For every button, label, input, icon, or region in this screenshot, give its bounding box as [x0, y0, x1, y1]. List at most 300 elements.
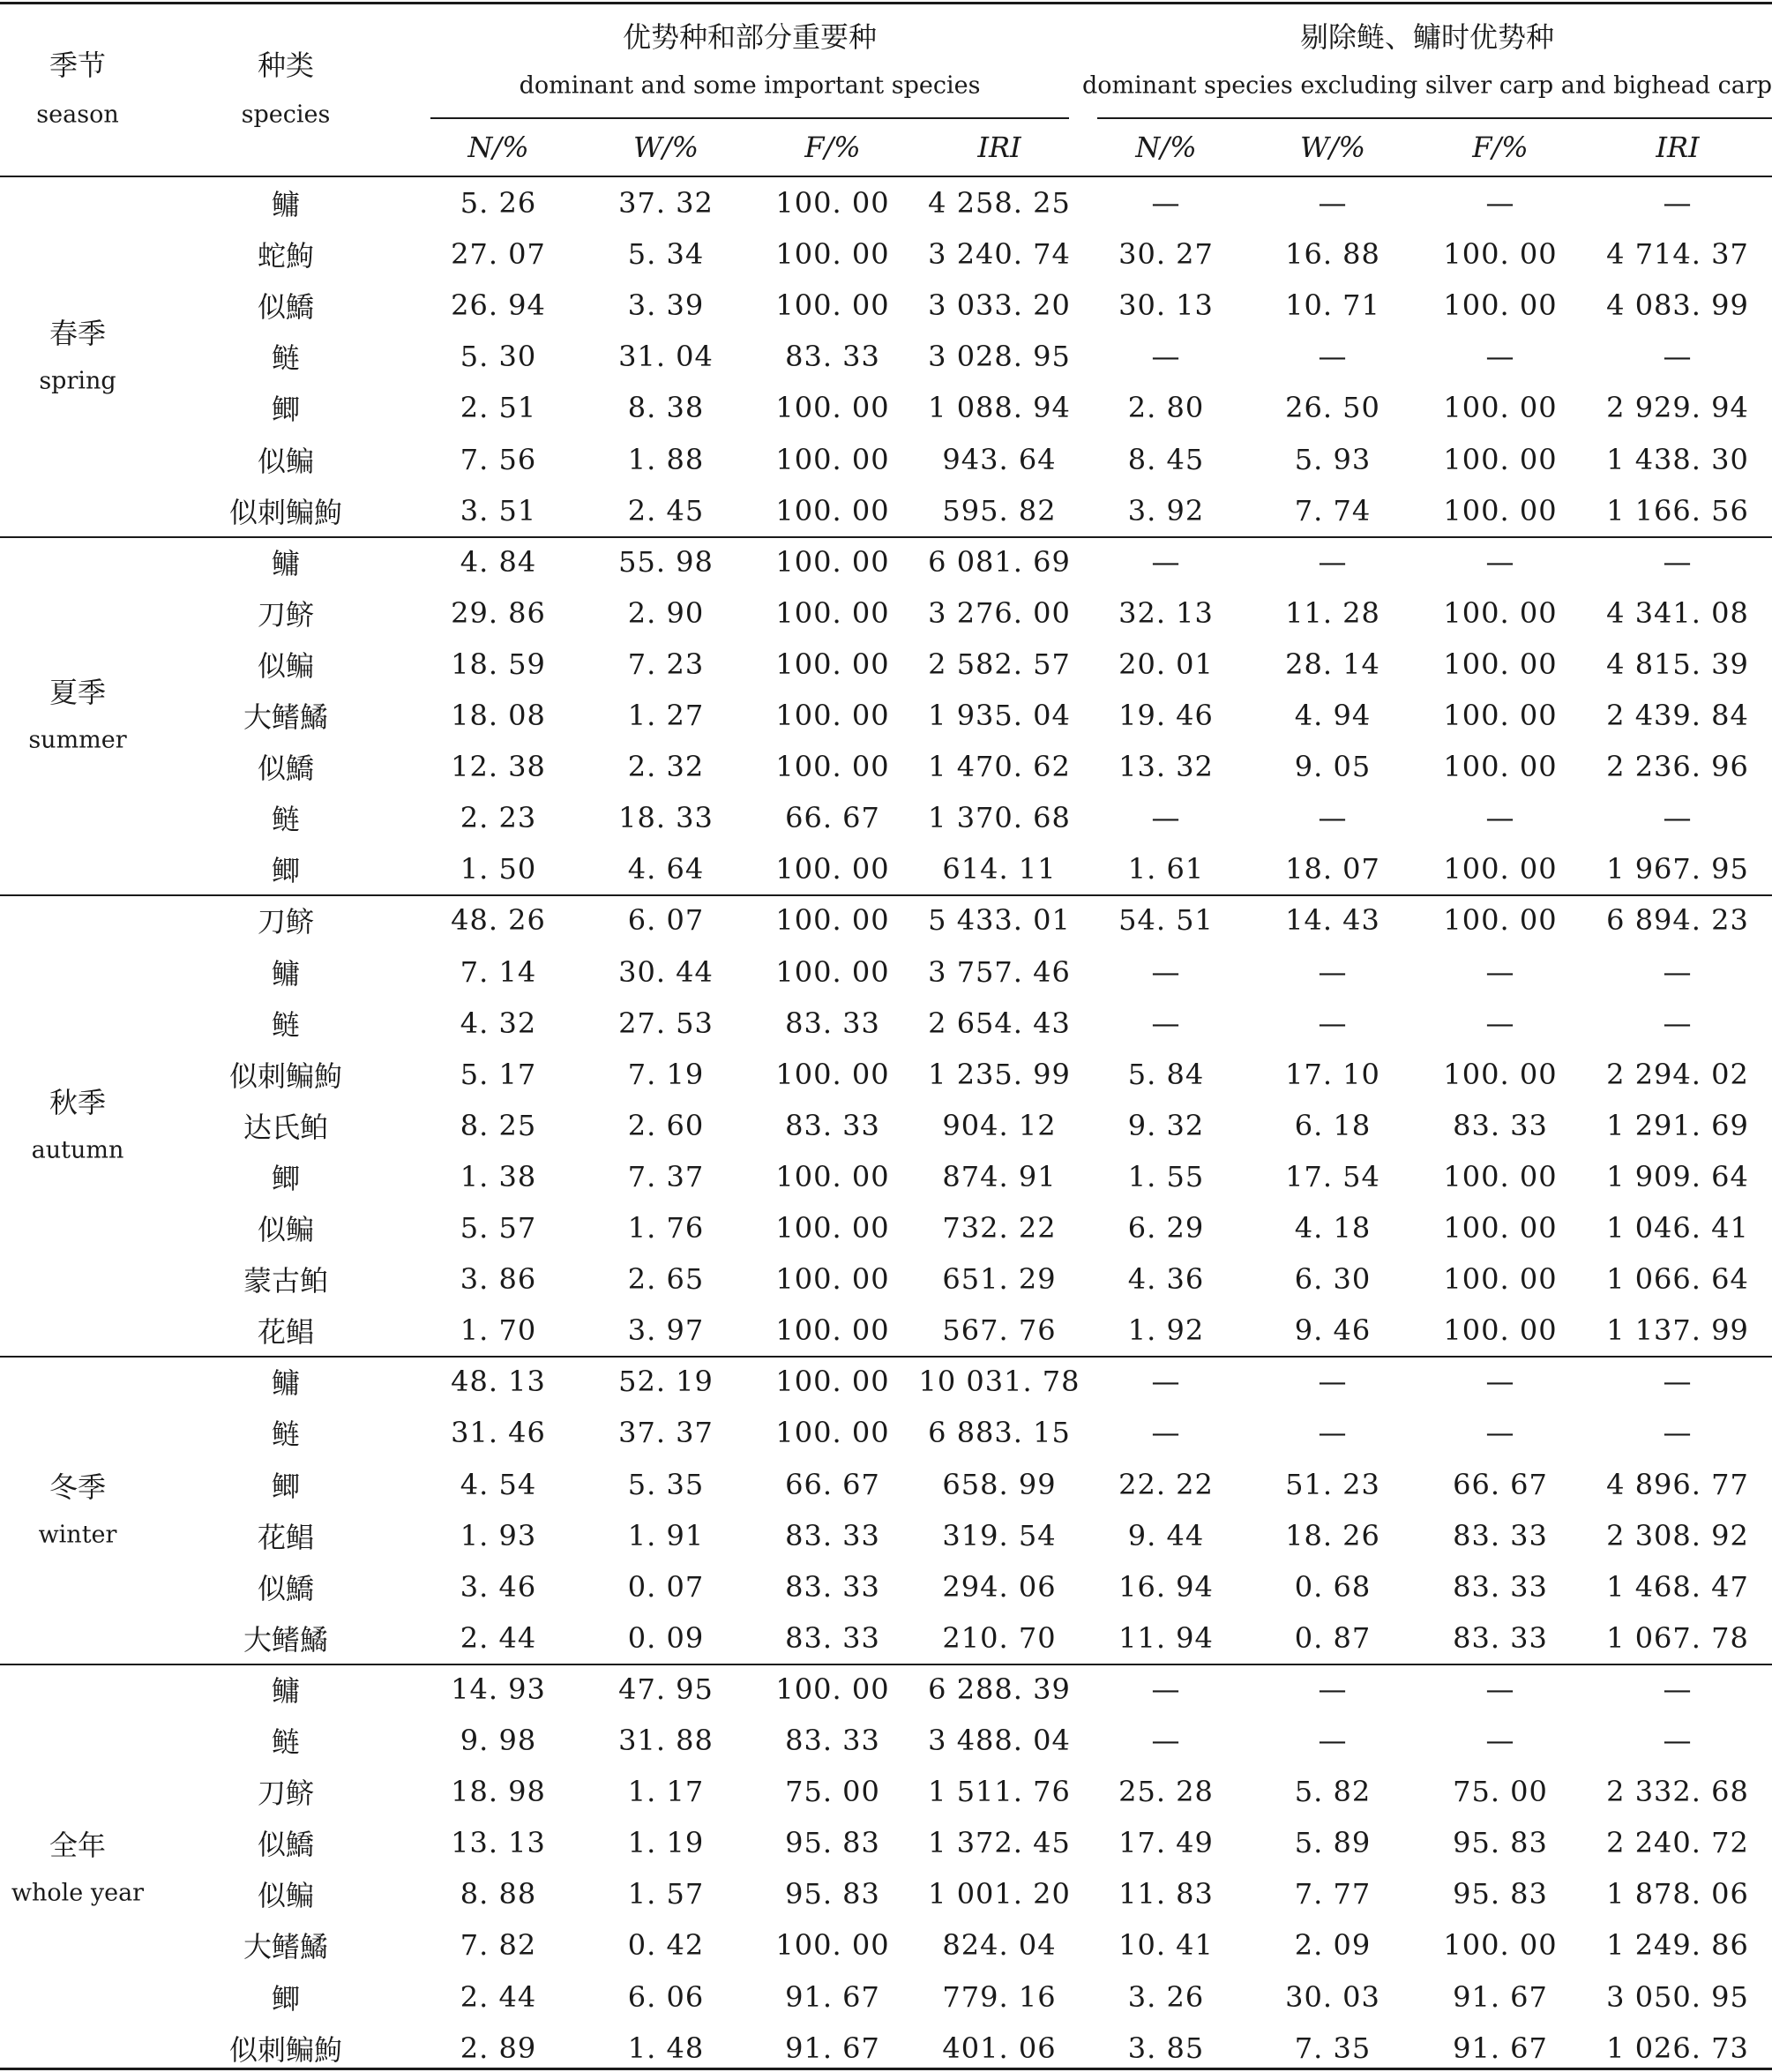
season-separator [0, 536, 1772, 538]
value-cell: 14. 93 [451, 1672, 546, 1706]
value-cell: 5. 93 [1294, 442, 1372, 476]
value-cell: 100. 00 [1443, 1313, 1558, 1348]
value-cell: 5. 84 [1127, 1057, 1205, 1091]
value-cell: 29. 86 [451, 595, 546, 630]
header-group2-cn: 剔除鲢、鳙时优势种 [1299, 20, 1555, 54]
value-cell: 32. 13 [1118, 595, 1214, 630]
value-cell: 6 081. 69 [928, 544, 1071, 579]
value-cell: — [1485, 1006, 1515, 1040]
species-cell: 大鳍鱊 [243, 1622, 329, 1657]
value-cell: — [1318, 1724, 1348, 1757]
species-cell: 似刺鳊鮈 [228, 2032, 343, 2067]
value-cell: 4 341. 08 [1606, 595, 1749, 630]
season-label-en: whole year [11, 1879, 145, 1907]
value-cell: 52. 19 [618, 1365, 714, 1399]
value-cell: — [1318, 1365, 1348, 1399]
value-cell: 14. 43 [1285, 903, 1380, 938]
species-cell: 似鳊 [257, 1879, 315, 1913]
value-cell: 1 001. 20 [928, 1877, 1071, 1911]
metric-header-4: N/% [1135, 131, 1197, 164]
season-label-cn: 冬季 [49, 1470, 107, 1504]
value-cell: 100. 00 [775, 750, 890, 784]
value-cell: 732. 22 [942, 1211, 1057, 1245]
value-cell: 2. 60 [627, 1108, 705, 1142]
header-species-cn: 种类 [257, 49, 315, 82]
value-cell: 8. 38 [627, 391, 705, 425]
value-cell: 17. 10 [1285, 1057, 1380, 1091]
species-cell: 鲫 [271, 393, 301, 427]
value-cell: — [1663, 1672, 1693, 1706]
value-cell: 7. 35 [1294, 2031, 1372, 2065]
header-group2-en: dominant species excluding silver carp and bighead carp [1081, 71, 1772, 100]
value-cell: 100. 00 [1443, 237, 1558, 272]
value-cell: 1 878. 06 [1606, 1877, 1749, 1911]
value-cell: — [1318, 801, 1348, 835]
value-cell: 9. 05 [1294, 750, 1372, 784]
species-cell: 似鱎 [257, 290, 315, 325]
value-cell: 1 470. 62 [928, 750, 1071, 784]
value-cell: 54. 51 [1118, 903, 1214, 938]
value-cell: — [1151, 1365, 1181, 1399]
value-cell: 2. 65 [627, 1262, 705, 1297]
value-cell: 3 050. 95 [1606, 1979, 1749, 2014]
value-cell: 100. 00 [1443, 903, 1558, 938]
value-cell: 100. 00 [775, 391, 890, 425]
value-cell: 12. 38 [451, 750, 546, 784]
value-cell: 7. 77 [1294, 1877, 1372, 1911]
metric-header-1: W/% [632, 131, 699, 164]
value-cell: 18. 98 [451, 1775, 546, 1809]
value-cell: 19. 46 [1118, 699, 1214, 732]
value-cell: 3 033. 20 [928, 288, 1071, 323]
value-cell: 3. 92 [1127, 493, 1205, 527]
value-cell: — [1151, 186, 1181, 220]
value-cell: 294. 06 [942, 1569, 1057, 1604]
value-cell: 100. 00 [1443, 1159, 1558, 1193]
value-cell: 2 294. 02 [1606, 1057, 1749, 1091]
species-cell: 鲫 [271, 854, 301, 888]
value-cell: — [1663, 544, 1693, 579]
header-rule [0, 176, 1772, 177]
value-cell: 91. 67 [1453, 2031, 1548, 2065]
value-cell: — [1318, 340, 1348, 374]
value-cell: 13. 32 [1118, 750, 1214, 784]
value-cell: 1. 61 [1127, 852, 1205, 886]
value-cell: 100. 00 [775, 595, 890, 630]
value-cell: — [1663, 340, 1693, 374]
value-cell: 7. 19 [627, 1057, 705, 1091]
value-cell: 319. 54 [942, 1518, 1057, 1552]
value-cell: — [1151, 1672, 1181, 1706]
value-cell: 3 028. 95 [928, 340, 1071, 374]
value-cell: — [1485, 186, 1515, 220]
value-cell: 11. 83 [1118, 1877, 1214, 1911]
value-cell: 83. 33 [785, 1724, 880, 1757]
value-cell: 100. 00 [775, 186, 890, 220]
value-cell: 31. 88 [618, 1724, 714, 1757]
value-cell: 1. 48 [627, 2031, 705, 2065]
value-cell: 5. 30 [460, 340, 537, 374]
value-cell: 5 433. 01 [928, 903, 1071, 938]
value-cell: 20. 01 [1118, 647, 1214, 681]
value-cell: 943. 64 [942, 442, 1057, 476]
value-cell: 6. 18 [1294, 1108, 1372, 1142]
value-cell: 6 288. 39 [928, 1672, 1071, 1706]
value-cell: 100. 00 [1443, 750, 1558, 784]
value-cell: — [1151, 954, 1181, 989]
value-cell: 1 468. 47 [1606, 1569, 1749, 1604]
value-cell: 6 883. 15 [928, 1416, 1071, 1450]
value-cell: 1. 19 [627, 1826, 705, 1860]
species-cell: 鲢 [271, 803, 301, 837]
value-cell: 1. 70 [460, 1313, 537, 1348]
value-cell: 1. 93 [460, 1518, 537, 1552]
value-cell: 1 370. 68 [928, 801, 1071, 835]
value-cell: 95. 83 [1453, 1877, 1548, 1911]
value-cell: 95. 83 [785, 1877, 880, 1911]
species-cell: 鲫 [271, 1161, 301, 1195]
value-cell: 13. 13 [451, 1826, 546, 1860]
value-cell: 401. 06 [942, 2031, 1057, 2065]
value-cell: — [1485, 544, 1515, 579]
value-cell: 26. 94 [451, 288, 546, 323]
value-cell: 2 236. 96 [1606, 750, 1749, 784]
metric-header-3: IRI [977, 131, 1021, 164]
value-cell: 28. 14 [1285, 647, 1380, 681]
value-cell: — [1485, 1365, 1515, 1399]
value-cell: 1 438. 30 [1606, 442, 1749, 476]
value-cell: 48. 26 [451, 903, 546, 938]
value-cell: 100. 00 [775, 1672, 890, 1706]
species-cell: 鲢 [271, 1725, 301, 1759]
value-cell: 91. 67 [785, 1979, 880, 2014]
value-cell: 2. 89 [460, 2031, 537, 2065]
group1-underline [430, 117, 1069, 119]
value-cell: 8. 88 [460, 1877, 537, 1911]
value-cell: 48. 13 [451, 1365, 546, 1399]
value-cell: 874. 91 [942, 1159, 1057, 1193]
value-cell: 100. 00 [1443, 1262, 1558, 1297]
season-separator [0, 1356, 1772, 1358]
species-cell: 达氏鲌 [243, 1110, 329, 1144]
value-cell: 3. 46 [460, 1569, 537, 1604]
value-cell: 651. 29 [942, 1262, 1057, 1297]
group2-underline [1097, 117, 1772, 119]
value-cell: 18. 59 [451, 647, 546, 681]
value-cell: 2. 44 [460, 1979, 537, 2014]
value-cell: 1. 57 [627, 1877, 705, 1911]
value-cell: 0. 42 [627, 1928, 705, 1963]
value-cell: — [1663, 801, 1693, 835]
value-cell: 4. 18 [1294, 1211, 1372, 1245]
value-cell: 4 815. 39 [1606, 647, 1749, 681]
value-cell: 100. 00 [775, 903, 890, 938]
value-cell: 1 291. 69 [1606, 1108, 1749, 1142]
value-cell: — [1318, 1006, 1348, 1040]
species-cell: 花鲳 [257, 1520, 315, 1554]
value-cell: — [1151, 544, 1181, 579]
value-cell: — [1318, 954, 1348, 989]
value-cell: 100. 00 [1443, 391, 1558, 425]
season-label-en: autumn [31, 1136, 124, 1164]
value-cell: — [1151, 1416, 1181, 1450]
value-cell: 1 026. 73 [1606, 2031, 1749, 2065]
value-cell: 2. 51 [460, 391, 537, 425]
value-cell: 27. 07 [451, 237, 546, 272]
header-group1-cn: 优势种和部分重要种 [622, 20, 878, 54]
value-cell: 595. 82 [942, 493, 1057, 527]
metric-header-5: W/% [1299, 131, 1366, 164]
value-cell: 100. 00 [775, 288, 890, 323]
metric-header-6: F/% [1472, 131, 1529, 164]
value-cell: 6. 29 [1127, 1211, 1205, 1245]
species-cell: 似鱎 [257, 1571, 315, 1605]
value-cell: 4. 94 [1294, 699, 1372, 732]
species-cell: 鲢 [271, 341, 301, 376]
value-cell: 31. 46 [451, 1416, 546, 1450]
season-label-en: winter [38, 1521, 117, 1549]
value-cell: 3 757. 46 [928, 954, 1071, 989]
value-cell: 83. 33 [1453, 1569, 1548, 1604]
value-cell: 824. 04 [942, 1928, 1057, 1963]
value-cell: 8. 25 [460, 1108, 537, 1142]
species-cell: 鳙 [271, 1673, 301, 1708]
value-cell: 83. 33 [1453, 1108, 1548, 1142]
value-cell: 0. 87 [1294, 1620, 1372, 1655]
value-cell: — [1485, 954, 1515, 989]
value-cell: 2 582. 57 [928, 647, 1071, 681]
value-cell: 3 488. 04 [928, 1724, 1071, 1757]
value-cell: 9. 44 [1127, 1518, 1205, 1552]
value-cell: 2. 45 [627, 493, 705, 527]
header-season-cn: 季节 [49, 49, 107, 82]
metric-header-7: IRI [1656, 131, 1700, 164]
value-cell: 11. 28 [1285, 595, 1380, 630]
value-cell: — [1663, 1724, 1693, 1757]
season-label-en: summer [28, 726, 127, 754]
value-cell: 11. 94 [1118, 1620, 1214, 1655]
value-cell: 2. 44 [460, 1620, 537, 1655]
species-cell: 似鳊 [257, 648, 315, 683]
value-cell: 83. 33 [785, 1620, 880, 1655]
value-cell: 6. 07 [627, 903, 705, 938]
value-cell: 22. 22 [1118, 1467, 1214, 1501]
value-cell: 100. 00 [775, 699, 890, 732]
season-label-cn: 秋季 [49, 1085, 107, 1119]
value-cell: 100. 00 [1443, 647, 1558, 681]
value-cell: 100. 00 [1443, 1928, 1558, 1963]
value-cell: 10. 71 [1285, 288, 1380, 323]
value-cell: 1. 76 [627, 1211, 705, 1245]
value-cell: 658. 99 [942, 1467, 1057, 1501]
species-cell: 鳙 [271, 1366, 301, 1401]
value-cell: 100. 00 [1443, 442, 1558, 476]
season-separator [0, 1664, 1772, 1665]
value-cell: — [1318, 1672, 1348, 1706]
value-cell: 567. 76 [942, 1313, 1057, 1348]
value-cell: 1. 27 [627, 699, 705, 732]
value-cell: 1 249. 86 [1606, 1928, 1749, 1963]
value-cell: 31. 04 [618, 340, 714, 374]
value-cell: — [1151, 340, 1181, 374]
value-cell: 55. 98 [618, 544, 714, 579]
species-cell: 鳙 [271, 546, 301, 580]
value-cell: 1 166. 56 [1606, 493, 1749, 527]
value-cell: 75. 00 [785, 1775, 880, 1809]
value-cell: 1. 38 [460, 1159, 537, 1193]
value-cell: 18. 08 [451, 699, 546, 732]
value-cell: — [1663, 186, 1693, 220]
value-cell: 1 067. 78 [1606, 1620, 1749, 1655]
value-cell: 10 031. 78 [918, 1365, 1080, 1399]
value-cell: 4. 54 [460, 1467, 537, 1501]
value-cell: 66. 67 [785, 1467, 880, 1501]
value-cell: 8. 45 [1127, 442, 1205, 476]
value-cell: 0. 68 [1294, 1569, 1372, 1604]
value-cell: 100. 00 [775, 1928, 890, 1963]
value-cell: 100. 00 [1443, 1057, 1558, 1091]
value-cell: — [1485, 340, 1515, 374]
value-cell: 1. 17 [627, 1775, 705, 1809]
value-cell: 100. 00 [775, 442, 890, 476]
value-cell: — [1318, 544, 1348, 579]
value-cell: — [1663, 1006, 1693, 1040]
value-cell: 1 967. 95 [1606, 852, 1749, 886]
value-cell: 3. 26 [1127, 1979, 1205, 2014]
value-cell: 779. 16 [942, 1979, 1057, 2014]
header-species-en: species [241, 101, 331, 129]
value-cell: 6. 06 [627, 1979, 705, 2014]
species-cell: 似刺鳊鮈 [228, 495, 343, 529]
value-cell: 7. 37 [627, 1159, 705, 1193]
species-cell: 似鱎 [257, 752, 315, 786]
value-cell: 9. 32 [1127, 1108, 1205, 1142]
value-cell: 3. 86 [460, 1262, 537, 1297]
value-cell: 7. 56 [460, 442, 537, 476]
value-cell: 1. 88 [627, 442, 705, 476]
value-cell: 7. 23 [627, 647, 705, 681]
value-cell: 1 066. 64 [1606, 1262, 1749, 1297]
value-cell: 100. 00 [775, 544, 890, 579]
value-cell: 1. 92 [1127, 1313, 1205, 1348]
season-label-cn: 全年 [49, 1829, 107, 1863]
value-cell: 9. 98 [460, 1724, 537, 1757]
value-cell: 2 308. 92 [1606, 1518, 1749, 1552]
value-cell: 83. 33 [785, 340, 880, 374]
value-cell: 66. 67 [1453, 1467, 1548, 1501]
species-cell: 鲢 [271, 1007, 301, 1042]
species-cell: 刀鲚 [257, 1777, 315, 1811]
value-cell: 1 046. 41 [1606, 1211, 1749, 1245]
value-cell: 4. 32 [460, 1006, 537, 1040]
value-cell: 17. 54 [1285, 1159, 1380, 1193]
value-cell: 37. 32 [618, 186, 714, 220]
value-cell: 75. 00 [1453, 1775, 1548, 1809]
value-cell: 1 088. 94 [928, 391, 1071, 425]
value-cell: 1 511. 76 [928, 1775, 1071, 1809]
value-cell: 6 894. 23 [1606, 903, 1749, 938]
value-cell: 3. 51 [460, 493, 537, 527]
value-cell: 5. 35 [627, 1467, 705, 1501]
value-cell: 83. 33 [785, 1569, 880, 1604]
species-cell: 鲢 [271, 1417, 301, 1452]
value-cell: 4 258. 25 [928, 186, 1071, 220]
value-cell: 1 935. 04 [928, 699, 1071, 732]
value-cell: 2. 32 [627, 750, 705, 784]
value-cell: 0. 07 [627, 1569, 705, 1604]
value-cell: — [1663, 954, 1693, 989]
value-cell: 100. 00 [775, 1365, 890, 1399]
species-cell: 鳙 [271, 188, 301, 221]
value-cell: 30. 27 [1118, 237, 1214, 272]
value-cell: 100. 00 [775, 852, 890, 886]
species-cell: 似鱎 [257, 1828, 315, 1862]
value-cell: 7. 74 [1294, 493, 1372, 527]
value-cell: 37. 37 [618, 1416, 714, 1450]
value-cell: 2 929. 94 [1606, 391, 1749, 425]
value-cell: 9. 46 [1294, 1313, 1372, 1348]
metric-header-2: F/% [804, 131, 861, 164]
value-cell: 83. 33 [785, 1518, 880, 1552]
value-cell: — [1663, 1365, 1693, 1399]
species-cell: 鳙 [271, 956, 301, 991]
value-cell: 16. 88 [1285, 237, 1380, 272]
species-cell: 大鳍鱊 [243, 1930, 329, 1964]
value-cell: 25. 28 [1118, 1775, 1214, 1809]
value-cell: 100. 00 [1443, 699, 1558, 732]
value-cell: 18. 33 [618, 801, 714, 835]
value-cell: 83. 33 [1453, 1620, 1548, 1655]
value-cell: 100. 00 [775, 1159, 890, 1193]
value-cell: 1. 55 [1127, 1159, 1205, 1193]
value-cell: 18. 07 [1285, 852, 1380, 886]
header-group1-en: dominant and some important species [519, 71, 981, 100]
value-cell: 100. 00 [1443, 595, 1558, 630]
value-cell: 3. 39 [627, 288, 705, 323]
value-cell: 1 235. 99 [928, 1057, 1071, 1091]
value-cell: 51. 23 [1285, 1467, 1380, 1501]
value-cell: 7. 14 [460, 954, 537, 989]
value-cell: 5. 82 [1294, 1775, 1372, 1809]
value-cell: 3. 97 [627, 1313, 705, 1348]
value-cell: — [1151, 1006, 1181, 1040]
value-cell: 26. 50 [1285, 391, 1380, 425]
value-cell: 1 909. 64 [1606, 1159, 1749, 1193]
value-cell: 4 714. 37 [1606, 237, 1749, 272]
species-cell: 大鳍鱊 [243, 700, 329, 734]
value-cell: — [1485, 1672, 1515, 1706]
value-cell: 27. 53 [618, 1006, 714, 1040]
value-cell: 1. 91 [627, 1518, 705, 1552]
value-cell: 100. 00 [775, 237, 890, 272]
value-cell: 1 137. 99 [1606, 1313, 1749, 1348]
value-cell: 7. 82 [460, 1928, 537, 1963]
value-cell: — [1485, 1416, 1515, 1450]
value-cell: 100. 00 [775, 647, 890, 681]
value-cell: 4 896. 77 [1606, 1467, 1749, 1501]
value-cell: 904. 12 [942, 1108, 1057, 1142]
value-cell: 210. 70 [942, 1620, 1057, 1655]
value-cell: 2. 09 [1294, 1928, 1372, 1963]
species-cell: 鲫 [271, 1981, 301, 2016]
value-cell: 95. 83 [1453, 1826, 1548, 1860]
value-cell: 100. 00 [775, 1416, 890, 1450]
value-cell: 4. 64 [627, 852, 705, 886]
value-cell: 5. 34 [627, 237, 705, 272]
value-cell: 95. 83 [785, 1826, 880, 1860]
value-cell: 5. 26 [460, 186, 537, 220]
value-cell: 100. 00 [1443, 493, 1558, 527]
